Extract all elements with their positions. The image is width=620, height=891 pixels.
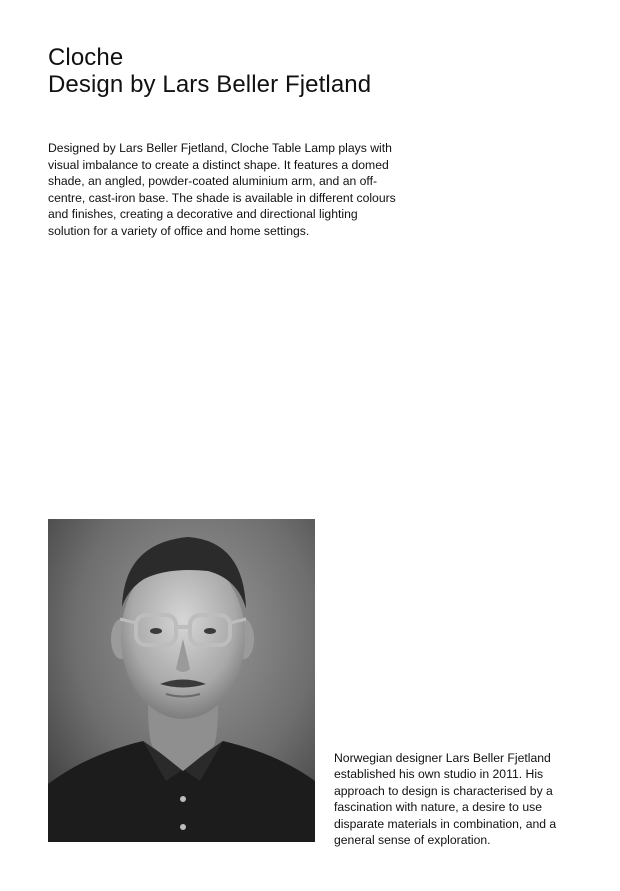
product-description: Designed by Lars Beller Fjetland, Cloche Table Lamp plays with visual imbalance to create a distinct shape. It features a domed shade, an angled, powder-coated aluminium arm, and an off-centre, cast-iron base. The shade is available in different colours and finishes, creating a decorative and directional lighting solution for a variety of office and home settings. xyxy=(48,141,396,238)
designer-portrait xyxy=(48,519,315,842)
designer-credit: Design by Lars Beller Fjetland xyxy=(48,71,372,98)
product-name: Cloche xyxy=(48,44,124,71)
page-title xyxy=(48,44,588,98)
designer-bio: Norwegian designer Lars Beller Fjetland established his own studio in 2011. His approach to design is characterised by a fascination with nature, a desire to use disparate materials in combination, and a general sense of exploration. xyxy=(334,751,557,848)
portrait-illustration xyxy=(48,519,315,842)
